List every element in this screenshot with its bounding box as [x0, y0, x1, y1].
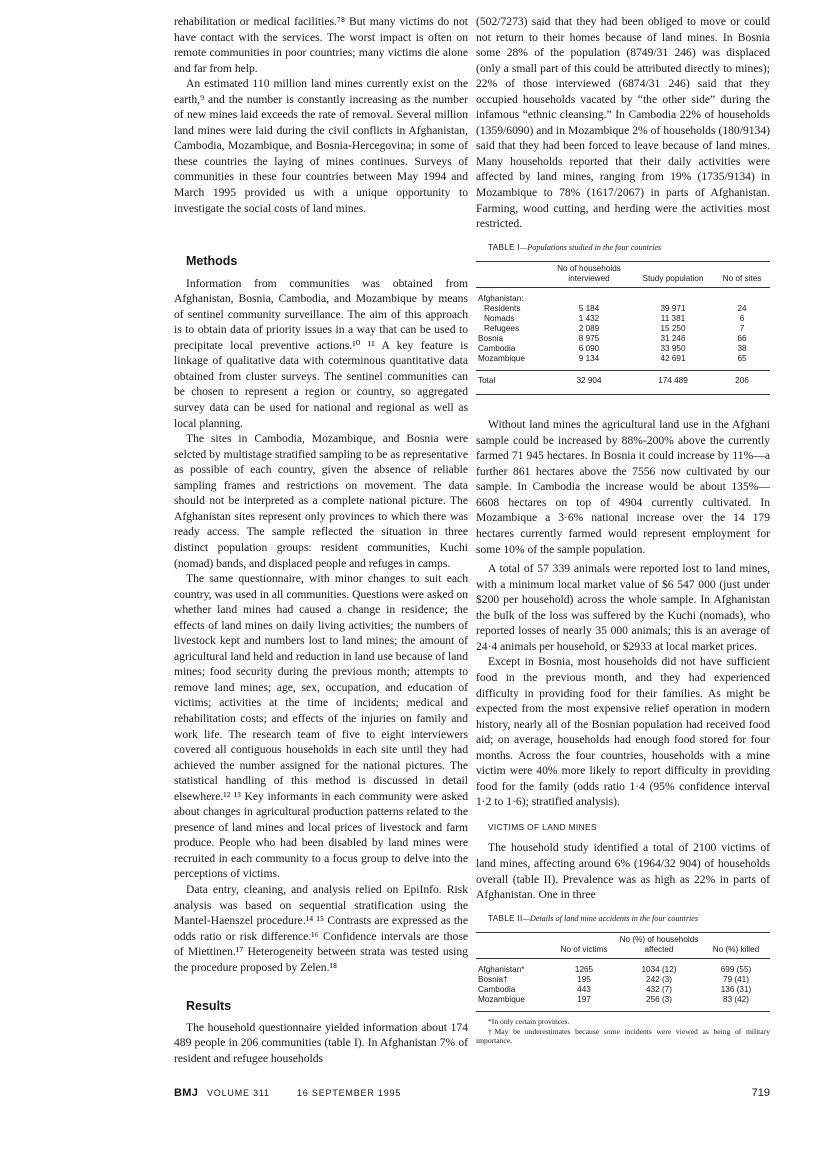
livestock-paragraph: A total of 57 339 animals were reported lost to land mines, with a minimum local market value of $6 547 000 (just under $200 per household) across the whole sample. In Afghanistan the bulk of the loss was suffered by the Kuchi (nomads), who reported losses of nearly 35 000 animals; this is an average of 24·4 animals per household, or $2933 at local market prices. — [476, 562, 770, 653]
victims-paragraph: The household study identified a total of 2100 victims of land mines, affecting around 6% (1964/32 904) of households overall (table II). Prevalence was as high as 22% in parts of Afghanistan. One in three — [476, 841, 770, 902]
table1-header: No of sites — [722, 274, 762, 284]
households-cell: 1 432 — [578, 314, 600, 324]
table2-footnote: *In only certain provinces. — [488, 1017, 570, 1027]
table2-row — [476, 985, 770, 995]
row-label: Mozambique — [478, 354, 525, 364]
table1-caption — [476, 240, 770, 256]
table1-header-row — [476, 262, 770, 288]
table1-row — [476, 324, 770, 334]
table1-row — [476, 354, 770, 371]
sites-cell: 65 — [737, 354, 747, 364]
table2-header — [476, 933, 552, 959]
killed-cell: 699 (55) — [720, 965, 752, 975]
table2-row — [476, 975, 770, 985]
row-label: Cambodia — [478, 344, 516, 354]
row-label: Bosnia† — [478, 975, 508, 985]
table1-group-label: Afghanistan: — [478, 294, 524, 304]
table2-header: No of victims — [560, 945, 608, 955]
row-label: Nomads — [484, 314, 515, 324]
table1-row — [476, 344, 770, 354]
results-continued-paragraph: (502/7273) said that they had been obliged to move or could not return to their homes because of land mines. In Bosnia some 28% of the population (8749/31 246) was displaced (only a small part of this could be attributed directly to mines); 22% of those interviewed (6874/31 246) said that they occupied households vacated by “the other side” during the infamous “ethnic cleansing.” In Cambodia 22% of households (1359/6090) and in Mozambique 2% of households (180/9134) said that they had been forced to leave because of land mines. Many households reported that their daily activities were affected by land mines, ranging from 19% (1735/9134) in Mozambique to 78% (1617/2067) in parts of Afghanistan. Farming, wood cutting, and herding were the activities most restricted. — [476, 15, 770, 231]
table2-row — [476, 959, 770, 976]
households-cell: 32 904 — [576, 376, 602, 386]
table1-row — [476, 314, 770, 324]
victims-cell: 195 — [577, 975, 591, 985]
table1-header: Study population — [642, 274, 704, 284]
table2-header: No (%) of households affected — [619, 935, 699, 955]
population-cell: 15 250 — [660, 324, 686, 334]
table2-footnote: †May be underestimates because some incidents were viewed as being of military importance. — [476, 1026, 770, 1046]
sites-cell: 66 — [737, 334, 747, 344]
sites-cell: 24 — [737, 304, 747, 314]
methods-heading: Methods — [186, 254, 238, 269]
row-label: Mozambique — [478, 995, 525, 1005]
population-cell: 31 246 — [660, 334, 686, 344]
agriculture-paragraph: Without land mines the agricultural land use in the Afghani sample could be increased by 88%-200% above the currently farmed 71 945 hectares. In Bosnia it could increase by 11%—a further 861 hectares above the 7556 now cultivated by our sample. In Cambodia the increase would be about 135%—6608 hectares on top of 4904 currently cultivated. In Mozambique a 3·6% national increase over the 14 179 hectares currently farmed would represent employment for some 10% of the sample population. — [476, 418, 770, 556]
food-paragraph: Except in Bosnia, most households did not have sufficient food in the previous month, and they had experienced difficulty in providing food for their families. As might be expected from the most expensive relief operation in modern history, nearly all of the Bosnian population had received food aid; on average, households had enough food stored for four months. Across the four countries, households with a mine victim were 40% more likely to report difficulty in providing food for the family (odds ratio 1·4 (95% confidence interval 1·2 to 1·6); stratified analysis). — [476, 655, 770, 809]
row-label: Refugees — [484, 324, 520, 334]
households-cell: 8 975 — [578, 334, 600, 344]
sites-cell: 7 — [739, 324, 745, 334]
victims-cell: 197 — [577, 995, 591, 1005]
table2-header: No (%) killed — [712, 945, 760, 955]
population-cell: 11 381 — [660, 314, 686, 324]
methods-paragraph: The same questionnaire, with minor changes to suit each country, was used in all communities. Questions were asked on whether land mines had caused a change in residence; the effects of land mines on daily living activities; the numbers of livestock kept and numbers lost to land mines; the amount of agricultural land held and reduction in land use because of land mines; food security during the previous month; attempts to remove land mines; age, sex, occupation, and education of victims; activities at the time of incidents; medical and rehabilitation costs; and effects of the injuries on family and work life. The research team of five to eight interviewers covered all contiguous households in each site until they had achieved the number assigned for the national pictures. The statistical handling of this method is discussed in detail elsewhere.¹² ¹³ Key informants in each community were asked about changes in agricultural production patterns related to the presence of land mines and local prices of livestock and farm produce. People who had been disabled by land mines were recruited in each community to a focus group to delve into the perceptions of victims. — [174, 572, 468, 881]
table2-row — [476, 995, 770, 1012]
row-label: Residents — [484, 304, 521, 314]
population-cell: 39 971 — [660, 304, 686, 314]
table1-row — [476, 304, 770, 314]
table2-header-row — [476, 933, 770, 959]
journal-volume: VOLUME 311 — [207, 1088, 270, 1098]
households-affected-cell: 256 (3) — [646, 995, 672, 1005]
killed-cell: 79 (41) — [723, 975, 749, 985]
row-label: Bosnia — [478, 334, 504, 344]
table1-label: TABLE I — [488, 242, 520, 252]
table2-label: TABLE II — [488, 913, 523, 923]
victims-cell: 443 — [577, 985, 591, 995]
page-number: 719 — [751, 1087, 770, 1099]
killed-cell: 83 (42) — [723, 995, 749, 1005]
journal-name: BMJ — [174, 1087, 199, 1099]
methods-paragraph: The sites in Cambodia, Mozambique, and Bosnia were selcted by multistage stratified sampling to be as representative as possible of each country, given the absence of reliable sampling frames and restrictions on movement. The data should not be interpreted as a complete national picture. The Afghanistan sites represent only provinces to which there was ready access. The sample reflected the situation in three distinct population groups: resident communities, Kuchi (nomad) bands, and displaced people and refuges in camps. — [174, 432, 468, 570]
table1-row — [476, 334, 770, 344]
right-column — [476, 14, 770, 1046]
results-paragraph: The household questionnaire yielded information about 174 489 people in 206 communities (table I). In Afghanistan 7% of resident and refugee households — [174, 1020, 468, 1065]
methods-paragraph: Data entry, cleaning, and analysis relied on EpiInfo. Risk analysis was based on sequential stratification using the Mantel-Haenszel procedure.¹⁴ ¹⁵ Contrasts are expressed as the odds ratio or risk difference.¹⁶ Confidence intervals are those of Miettinen.¹⁷ Heterogeneity between strata was tested using the procedure proposed by Zelen.¹⁸ — [174, 882, 468, 974]
victims-subheading: VICTIMS OF LAND MINES — [488, 821, 597, 832]
table1-header: No of households interviewed — [557, 264, 621, 284]
households-cell: 9 134 — [578, 354, 600, 364]
left-column — [174, 14, 468, 1066]
intro-paragraph: rehabilitation or medical facilities.⁷⁸ But many victims do not have contact with the services. The worst impact is often on remote communities in poor countries; many victims die alone and far from help. — [174, 15, 468, 75]
sites-cell: 6 — [739, 314, 745, 324]
households-affected-cell: 1034 (12) — [641, 965, 677, 975]
total-label: Total — [478, 376, 496, 386]
table1-title: —Populations studied in the four countries — [519, 242, 662, 252]
households-cell: 5 184 — [578, 304, 600, 314]
methods-paragraph: Information from communities was obtained from Afghanistan, Bosnia, Cambodia, and Mozambique by means of sentinel community surveillance. The aim of this approach is to obtain data of priority issues in a way that can be used to precipitate local preventive actions.¹⁰ ¹¹ A key feature is linkage of qualitative data with coterminous quantitative data obtained from cluster surveys. The sentinel communities can be chosen to represent a region or country, so aggregated survey data can be used for national and regional as well as local planning. — [174, 276, 468, 430]
page-footer — [174, 1087, 770, 1101]
table1 — [476, 261, 770, 395]
table1-header — [476, 262, 546, 288]
population-cell: 42 691 — [660, 354, 686, 364]
table2-title: —Details of land mine accidents in the four countries — [522, 913, 699, 923]
issue-date: 16 SEPTEMBER 1995 — [297, 1088, 402, 1098]
table2 — [476, 932, 770, 1012]
households-cell: 6 090 — [578, 344, 600, 354]
population-cell: 174 489 — [658, 376, 688, 386]
intro-paragraph: An estimated 110 million land mines currently exist on the earth,⁹ and the number is constantly increasing as the number of new mines laid exceeds the rate of removal. Several million land mines were laid during the civil conflicts in Afghanistan, Cambodia, Mozambique, and Bosnia-Hercegovina; in some of these countries the laying of mines continues. Surveys of communities in these four countries between May 1994 and March 1995 provided us with a unique opportunity to investigate the social costs of land mines. — [174, 77, 468, 215]
killed-cell: 136 (31) — [720, 985, 752, 995]
results-heading: Results — [186, 999, 232, 1014]
victims-cell: 1265 — [574, 965, 594, 975]
households-affected-cell: 242 (3) — [646, 975, 672, 985]
sites-cell: 206 — [735, 376, 749, 386]
sites-cell: 38 — [737, 344, 747, 354]
population-cell: 33 950 — [660, 344, 686, 354]
households-cell: 2 089 — [578, 324, 600, 334]
row-label: Cambodia — [478, 985, 516, 995]
table1-total-row — [476, 371, 770, 395]
table2-caption — [476, 911, 770, 927]
table1-group-row — [476, 288, 770, 305]
households-affected-cell: 432 (7) — [646, 985, 672, 995]
row-label: Afghanistan* — [478, 965, 525, 975]
